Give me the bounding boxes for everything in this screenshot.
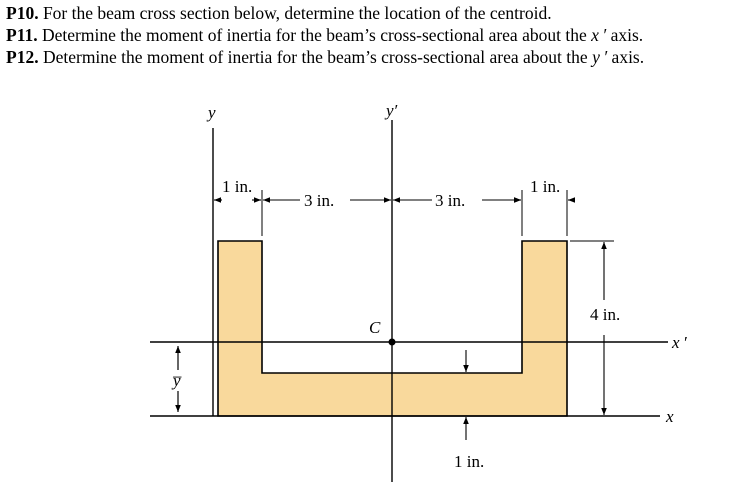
dim-label-right-half: 3 in. — [435, 191, 466, 210]
problem-text: Determine the moment of inertia for the beam’s cross-sectional area about the — [41, 25, 592, 45]
problem-number: P10. — [6, 3, 39, 23]
dim-label-web: 1 in. — [454, 452, 485, 471]
axis-symbol: x ′ — [591, 25, 607, 45]
y-axis-label: y — [208, 103, 216, 122]
x-prime-axis-label: x ′ — [672, 333, 687, 352]
problem-text: For the beam cross section below, determine the location of the centroid. — [42, 3, 552, 23]
problem-text: Determine the moment of inertia for the beam’s cross-sectional area about the — [42, 47, 593, 67]
x-axis-label: x — [666, 407, 674, 426]
centroid-label: C — [369, 318, 381, 337]
problem-tail: axis. — [607, 47, 645, 67]
problem-number: P12. — [6, 47, 39, 67]
problem-tail: axis. — [606, 25, 644, 45]
dim-label-left-flange: 1 in. — [222, 177, 253, 196]
dim-label-right-flange: 1 in. — [530, 177, 561, 196]
centroid-dot — [389, 339, 396, 346]
ybar-label: y̅ — [173, 371, 181, 390]
dim-label-height: 4 in. — [590, 305, 621, 324]
axis-symbol: y ′ — [592, 47, 608, 67]
dim-label-left-half: 3 in. — [304, 191, 335, 210]
problem-number: P11. — [6, 25, 38, 45]
y-prime-axis-label: y′ — [386, 101, 398, 120]
